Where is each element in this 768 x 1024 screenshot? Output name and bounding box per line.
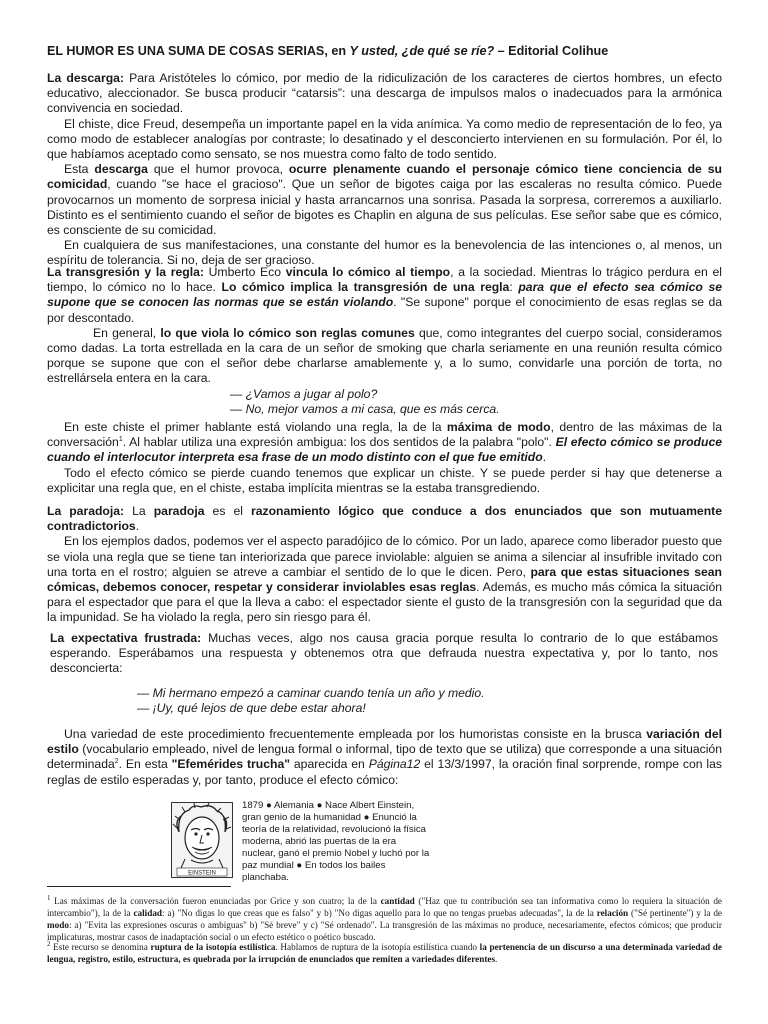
emphasis: paradoja bbox=[153, 504, 205, 518]
footnote-2 bbox=[47, 941, 722, 965]
dialogue-line bbox=[47, 402, 722, 417]
section-heading: La descarga: bbox=[47, 71, 124, 85]
emphasis: modo bbox=[47, 920, 69, 930]
emphasis: ocurre plenamente cuando el personaje cómico tiene conciencia de su comicidad bbox=[47, 162, 722, 192]
section-variacion-estilo bbox=[47, 727, 722, 788]
footnote-text: Este recurso se denomina bbox=[50, 942, 151, 952]
paragraph-text: , cuando "se hace el gracioso". Que un señor de bigotes caiga por las escaleras no resulta cómico. Puede provocarnos un momento de sorpresa inicial y hasta arrancarnos una sonrisa. Pasada la sorpresa, correremos a auxiliarlo. Distinto es el sentimiento cuando el señor de bigotes es Chaplin en alguna de sus películas. Ese señor sabe que es cómico, es consciente de su comicidad. bbox=[47, 177, 722, 238]
footnote-number: 2 bbox=[47, 939, 51, 948]
footnote-number: 1 bbox=[47, 893, 51, 902]
newspaper-name: Página12 bbox=[368, 757, 421, 772]
paragraph-text: , a la sociedad. Mientras lo trágico perdura en el tiempo, lo cómico no lo hace. bbox=[47, 265, 722, 295]
section-la-descarga bbox=[47, 71, 722, 269]
paragraph-text: En general, bbox=[93, 325, 161, 340]
paragraph bbox=[47, 420, 722, 466]
title-text: EL HUMOR ES UNA SUMA DE COSAS SERIAS, en bbox=[47, 44, 350, 58]
paragraph bbox=[47, 326, 722, 387]
paragraph bbox=[47, 117, 722, 163]
section-la-paradoja bbox=[47, 504, 722, 626]
title-book-name: Y usted, ¿de qué se ríe? bbox=[349, 44, 495, 58]
emphasis: ruptura de la isotopía estilística bbox=[150, 942, 276, 952]
emphasis: máxima de modo bbox=[446, 420, 551, 434]
paragraph-text: Para Aristóteles lo cómico, por medio de la ridiculización de los caracteres de ciertos hombres, un efecto educativo, aleccionador. Se busca producir “catarsis”: una descarga de impulsos malos o inadecuados para la armónica convivencia en sociedad. bbox=[47, 71, 722, 116]
emphasis: para que estas situaciones sean cómicas, debemos conocer, respetar y considerar inviolables esas reglas bbox=[47, 564, 722, 595]
paragraph-text: Una variedad de este procedimiento frecuentemente empleada por los humoristas consiste en la brusca bbox=[64, 727, 647, 741]
paragraph-text: Esta bbox=[64, 162, 95, 177]
section-expectativa-dialogue bbox=[47, 686, 722, 716]
paragraph bbox=[47, 727, 722, 788]
paragraph-text: En los ejemplos dados, podemos ver el aspecto paradójico de lo cómico. Por un lado, aparece como liberador puesto que se viola una regla que se tiene tan interiorizada que parece inviolable: alguien se anima a silenciar al insufrible invitado con una torta en el rostro; alguien se atreve a cambiar el sentido de lo que le dicen. Pero, bbox=[47, 534, 722, 579]
footnote-text: Las máximas de la conversación fueron enunciadas por Grice y son cuatro; la de la bbox=[50, 896, 381, 906]
section-la-transgresion bbox=[47, 265, 722, 417]
dash: — bbox=[137, 686, 153, 700]
dialogue-line bbox=[47, 686, 722, 701]
paragraph-text: . "Se supone" porque el conocimiento de esas reglas se da por descontado. bbox=[47, 295, 722, 325]
footnote-text: ("Sé pertinente") y la de bbox=[628, 908, 722, 918]
emphasis: cantidad bbox=[380, 896, 415, 906]
paragraph-text: . bbox=[542, 450, 547, 465]
footnote-divider bbox=[47, 886, 231, 887]
paragraph bbox=[47, 265, 722, 326]
efemeride-text: 1879 ● Alemania ● Nace Albert Einstein, gran genio de la humanidad ● Enunció la teoría de la relatividad, revolucionó la física moderna, abrió las puertas de la era nuclear, ganó el premio Nobel y luchó por la paz mundial ● En todos los bailes planchaba. bbox=[242, 800, 430, 883]
emphasis: razonamiento lógico que conduce a dos enunciados que son mutuamente contradictorios bbox=[47, 504, 722, 534]
paragraph-text: (vocabulario empleado, nivel de lengua formal o informal, tipo de texto que se utiliza) que corresponde a una situación determinada bbox=[47, 742, 722, 772]
paragraph-text: En cualquiera de sus manifestaciones, una constante del humor es la benevolencia de las intenciones o, al menos, un espíritu de tolerancia. Si no, deja de ser gracioso. bbox=[47, 238, 722, 268]
paragraph-text: . Al hablar utiliza una expresión ambigua: los dos sentidos de la palabra "polo". bbox=[122, 435, 556, 450]
paragraph-text: Todo el efecto cómico se pierde cuando tenemos que explicar un chiste. Y se puede perder si hay que detenerse a explicitar una regla que, en el chiste, estaba implícita mientras se la estaba transgrediendo. bbox=[47, 465, 722, 495]
dash: — bbox=[230, 386, 246, 401]
image-caption: EINSTEIN bbox=[188, 870, 216, 877]
emphasis: la pertenencia de un discurso a una determinada variedad de lengua, registro, estilo, estructura, es quebrada por la irrupción de enunciados que remiten a variedades diferentes bbox=[47, 942, 722, 964]
paragraph-text: que el humor provoca, bbox=[147, 162, 289, 177]
emphasis: relación bbox=[596, 908, 629, 918]
footnote-text: . bbox=[495, 954, 498, 964]
paragraph-text: aparecida en bbox=[290, 757, 369, 772]
dialogue-line bbox=[47, 387, 722, 402]
dialogue-text: ¿Vamos a jugar al polo? bbox=[245, 386, 378, 401]
footnote-text: . Hablamos de ruptura de la isotopía estilística cuando bbox=[275, 942, 480, 952]
paragraph bbox=[47, 534, 722, 625]
paragraph-text: es el bbox=[204, 504, 251, 518]
paragraph bbox=[50, 631, 718, 677]
dialogue-line bbox=[47, 701, 722, 716]
paragraph-text: . Además, es mucho más cómica la situación para el espectador que para el que la lleva a cabo: el espectador siente el gusto de la transgresión con la seguridad que da la impunidad. Se ha violado la regla, pero sin riesgo para él. bbox=[47, 580, 723, 625]
section-heading: La paradoja: bbox=[47, 504, 125, 518]
footnote-text: ("Haz que tu contribución sea tan informativa como lo requiera la situación de intercambio"), la de la bbox=[47, 896, 722, 918]
emphasis: variación del estilo bbox=[47, 727, 722, 757]
paragraph-text: Umberto Eco bbox=[203, 265, 286, 279]
paragraph bbox=[47, 504, 722, 534]
paragraph-text: El chiste, dice Freud, desempeña un importante papel en la vida anímica. Ya como medio de representación de lo feo, ya como modo de establecer analogías por contraste; lo desatinado y el desconcierto intervienen en su formulación. Por él, lo que habíamos aceptado como sensato, se nos muestra como falto de todo sentido. bbox=[47, 116, 722, 162]
paragraph-text: Muchas veces, algo nos causa gracia porque resulta lo contrario de lo que estábamos esperando. Esperábamos una respuesta y obtenemos otra que defrauda nuestra expectativa y, por lo tanto, nos desconcierta: bbox=[50, 631, 719, 676]
title-publisher: – Editorial Colihue bbox=[494, 44, 609, 58]
emphasis: para que el efecto sea cómico se supone que se conocen las normas que se están violando bbox=[47, 280, 722, 310]
dash: — bbox=[230, 401, 246, 416]
emphasis: descarga bbox=[94, 162, 148, 177]
paragraph-text: . En esta bbox=[118, 757, 172, 772]
paragraph-text: En este chiste el primer hablante está violando una regla, la de la bbox=[64, 420, 447, 434]
paragraph-text: : bbox=[509, 280, 519, 295]
paragraph-text: el 13/3/1997, la oración final sorprende, rompe con las reglas de estilo esperadas y, por tanto, produce el efecto cómico: bbox=[47, 757, 723, 787]
footnote-ref[interactable]: 1 bbox=[118, 436, 123, 444]
emphasis: "Efemérides trucha" bbox=[171, 757, 291, 772]
paragraph bbox=[47, 162, 722, 238]
paragraph bbox=[47, 466, 722, 496]
section-heading: La expectativa frustrada: bbox=[50, 631, 202, 645]
footnote-text: : a) "Evita las expresiones oscuras o ambiguas" b) "Sé breve" y c) "Sé ordenado". La transgresión de las máximas no produce, necesariamente, efectos cómicos; que producir implicaturas, mostrar casos de inadaptación social o un efecto estético o poético buscado. bbox=[47, 920, 722, 942]
paragraph-text: . bbox=[135, 519, 140, 534]
document-title bbox=[47, 44, 722, 59]
emphasis: calidad bbox=[133, 908, 163, 918]
section-la-transgresion-cont bbox=[47, 420, 722, 496]
einstein-caricature-image bbox=[171, 802, 233, 878]
footnote-text: : a) "No digas lo que creas que es falso" y b) "No digas aquello para lo que no tengas pruebas adecuadas", la de la bbox=[162, 908, 597, 918]
paragraph bbox=[47, 71, 722, 117]
paragraph-text: La bbox=[124, 504, 154, 518]
emphasis: El efecto cómico se produce cuando el interlocutor interpreta esa frase de un modo distinto con el que fue emitido bbox=[47, 435, 722, 465]
paragraph-text: que, como integrantes del cuerpo social, consideramos como dadas. La torta estrellada en la cara de un señor de smoking que charla seriamente en una reunión resulta cómico porque se supone que con el señor debe charlarse amablemente y, a lo sumo, convidarle una porción de torta, no estrellársela entera en la cara. bbox=[47, 325, 722, 386]
emphasis: lo que viola lo cómico son reglas comunes bbox=[160, 325, 415, 340]
dialogue-text: ¡Uy, qué lejos de que debe estar ahora! bbox=[152, 701, 366, 716]
footnote-ref[interactable]: 2 bbox=[114, 758, 119, 766]
dialogue-text: Mi hermano empezó a caminar cuando tenía un año y medio. bbox=[152, 686, 485, 700]
emphasis: Lo cómico implica la transgresión de una regla bbox=[221, 280, 510, 295]
dialogue-text: No, mejor vamos a mi casa, que es más cerca. bbox=[245, 401, 500, 416]
section-expectativa-frustrada bbox=[50, 631, 718, 677]
paragraph-text: , dentro de las máximas de la conversación bbox=[47, 420, 723, 450]
section-heading: La transgresión y la regla: bbox=[47, 265, 204, 279]
emphasis: vincula lo cómico al tiempo bbox=[285, 265, 451, 279]
footnote-1 bbox=[47, 895, 722, 943]
dash: — bbox=[137, 701, 153, 716]
